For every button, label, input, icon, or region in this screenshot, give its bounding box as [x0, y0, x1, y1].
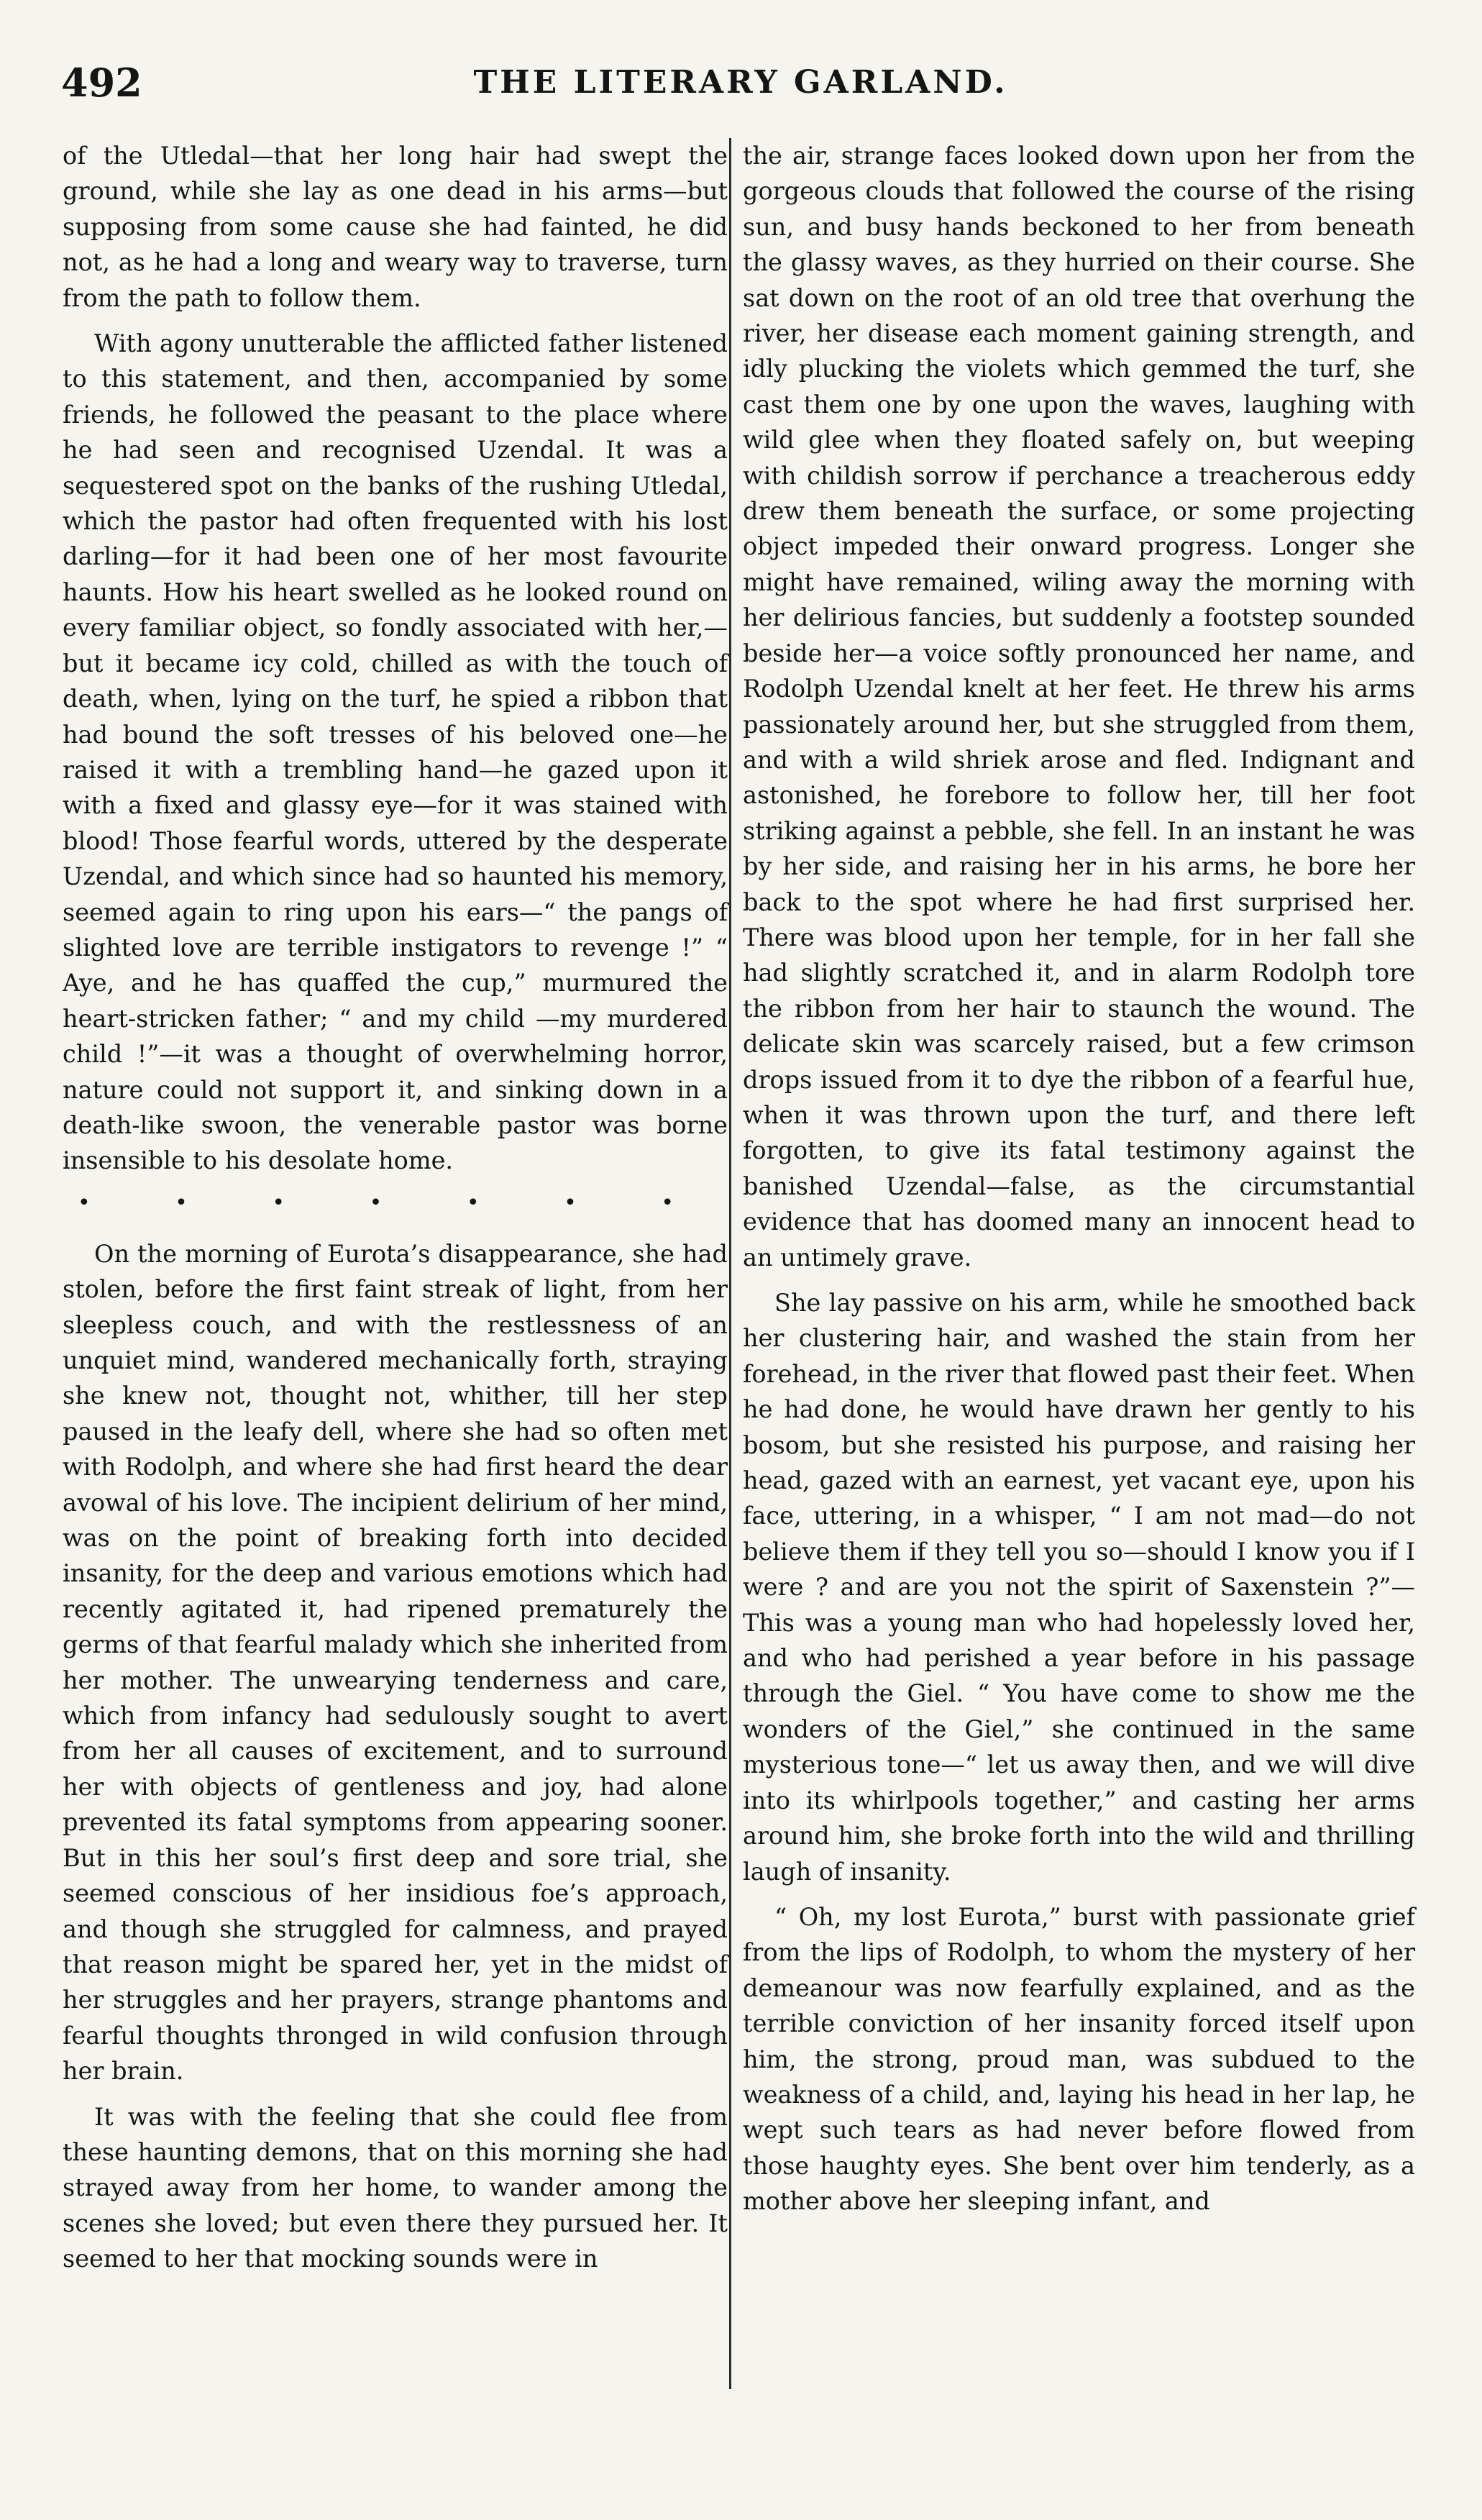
paragraph: It was with the feeling that she could flee from these haunting demons, that on this morning she had strayed away from her home, to wander among the scenes she loved; but even there they pursued her. It seemed to her that mocking sounds were in: [63, 2102, 728, 2273]
paragraph: With agony unutterable the afflicted father listened to this statement, and then, accompanied by some friends, he followed the peasant to the place where he had seen and recognised Uzendal. It was a sequestered spot on the banks of the rushing Utledal, which the pastor had often frequented with his lost darling—for it had been one of her most favourite haunts. How his heart swelled as he looked round on every familiar object, so fondly associated with her,—but it became icy cold, chilled as with the touch of death, when, lying on the turf, he spied a ribbon that had bound the soft tresses of his beloved one—he raised it with a trembling hand—he gazed upon it with a fixed and glassy eye—for it was stained with blood! Those fearful words, uttered by the desperate Uzendal, and which since had so haunted his memory, seemed again to ring upon his ears—“ the pangs of slighted love are terrible instigators to revenge !” “ Aye, and he has quaffed the cup,” murmured the heart-stricken father; “ and my child —my murdered child !”—it was a thought of overwhelming horror, nature could not support it, and sinking down in a death-like swoon, the venerable pastor was borne insensible to his desolate home.: [63, 329, 728, 1175]
right-column: [743, 138, 1415, 2229]
running-title: THE LITERARY GARLAND.: [473, 64, 1008, 101]
left-column: [63, 138, 728, 2287]
paragraph: She lay passive on his arm, while he smoothed back her clustering hair, and washed the stain from her forehead, in the river that flowed past their feet. When he had done, he would have drawn her gently to his bosom, but she resisted his purpose, and raising her head, gazed with an earnest, yet vacant eye, upon his face, uttering, in a whisper, “ I am not mad—do not believe them if they tell you so—should I know you if I were ? and are you not the spirit of Saxenstein ?”—This was a young man who had hopelessly loved her, and who had perished a year before in his passage through the Giel. “ You have come to show me the wonders of the Giel,” she continued in the same mysterious tone—“ let us away then, and we will dive into its whirlpools together,” and casting her arms around him, she broke forth into the wild and thrilling laugh of insanity.: [743, 1289, 1415, 1886]
paragraph: “ Oh, my lost Eurota,” burst with passionate grief from the lips of Rodolph, to whom the mystery of her demeanour was now fearfully explained, and as the terrible conviction of her insanity forced itself upon him, the strong, proud man, was subdued to the weakness of a child, and, laying his head in her lap, he wept such tears as had never before flowed from those haughty eyes. She bent over him tenderly, as a mother above her sleeping infant, and: [743, 1902, 1415, 2216]
paragraph: On the morning of Eurota’s disappearance, she had stolen, before the first faint streak of light, from her sleepless couch, and with the restlessness of an unquiet mind, wandered mechanically forth, straying she knew not, thought not, whither, till her step paused in the leafy dell, where she had so often met with Rodolph, and where she had first heard the dear avowal of his love. The incipient delirium of her mind, was on the point of breaking forth into decided insanity, for the deep and various emotions which had recently agitated it, had ripened prematurely the germs of that fearful malady which she inherited from her mother. The unwearying tenderness and care, which from infancy had sedulously sought to avert from her all causes of excitement, and to surround her with objects of gentleness and joy, had alone prevented its fatal symptoms from appearing sooner. But in this her soul’s first deep and sore trial, she seemed conscious of her insidious foe’s approach, and though she struggled for calmness, and prayed that reason might be spared her, yet in the midst of her struggles and her prayers, strange phantoms and fearful thoughts thronged in wild confusion through her brain.: [63, 1239, 728, 2086]
column-divider: [729, 138, 731, 2389]
page-number: 492: [61, 60, 142, 106]
section-break-asterisks: • • • • • • •: [77, 1190, 713, 1215]
page-header: [61, 54, 1420, 111]
paragraph: of the Utledal—that her long hair had swept the ground, while she lay as one dead in his arms—but supposing from some cause she had fainted, he did not, as he had a long and weary way to traverse, turn from the path to follow them.: [63, 142, 728, 312]
paragraph: the air, strange faces looked down upon her from the gorgeous clouds that followed the course of the rising sun, and busy hands beckoned to her from beneath the glassy waves, as they hurried on their course. She sat down on the root of an old tree that overhung the river, her disease each moment gaining strength, and idly plucking the violets which gemmed the turf, she cast them one by one upon the waves, laughing with wild glee when they floated safely on, but weeping with childish sorrow if perchance a treacherous eddy drew them beneath the surface, or some projecting object impeded their onward progress. Longer she might have remained, wiling away the morning with her delirious fancies, but suddenly a footstep sounded beside her—a voice softly pronounced her name, and Rodolph Uzendal knelt at her feet. He threw his arms passionately around her, but she struggled from them, and with a wild shriek arose and fled. Indignant and astonished, he forebore to follow her, till her foot striking against a pebble, she fell. In an instant he was by her side, and raising her in his arms, he bore her back to the spot where he had first surprised her. There was blood upon her temple, for in her fall she had slightly scratched it, and in alarm Rodolph tore the ribbon from her hair to staunch the wound. The delicate skin was scarcely raised, but a few crimson drops issued from it to dye the ribbon of a fearful hue, when it was thrown upon the turf, and there left forgotten, to give its fatal testimony against the banished Uzendal—false, as the circumstantial evidence that has doomed many an innocent head to an untimely grave.: [743, 142, 1415, 1272]
